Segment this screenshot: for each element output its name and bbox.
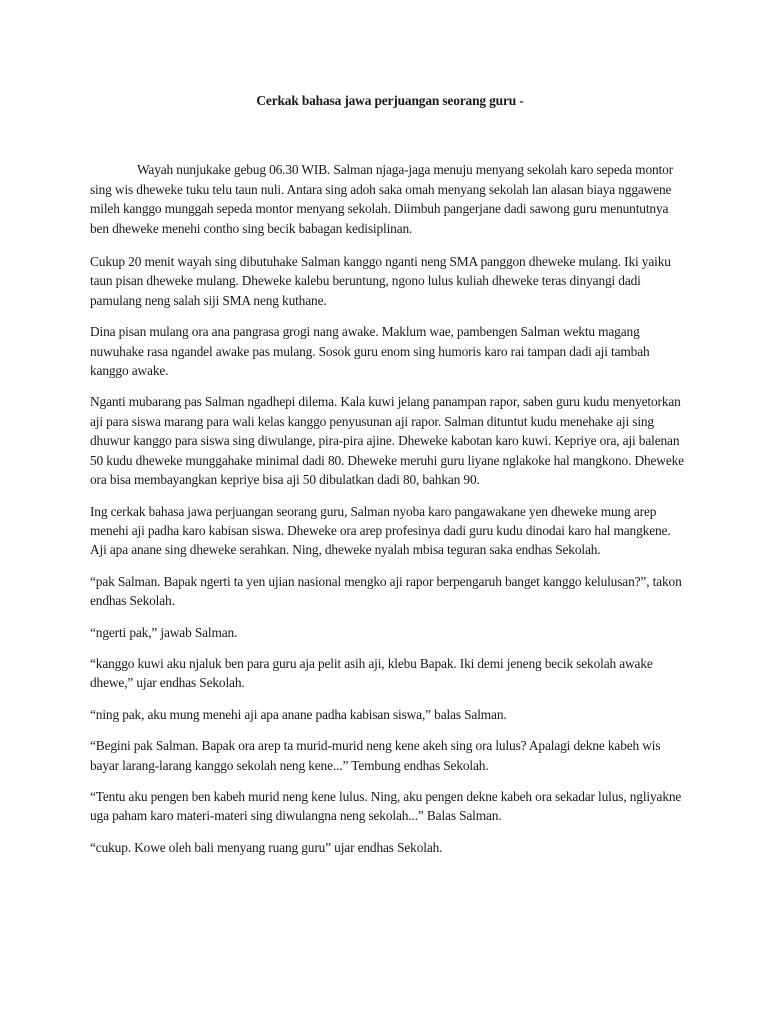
paragraph: “pak Salman. Bapak ngerti ta yen ujian nasional mengko aji rapor berpengaruh banget kanggo kelulusan?”, takon endhas Sekolah. bbox=[90, 573, 682, 609]
paragraph: Cukup 20 menit wayah sing dibutuhake Salman kanggo nganti neng SMA panggon dheweke mulang. Iki yaiku taun pisan dheweke mulang. Dheweke kalebu beruntung, ngono lulus kuliah dheweke teras dinyangi dadi pamulang neng salah siji SMA neng kuthane. bbox=[90, 254, 671, 308]
paragraph: Nganti mubarang pas Salman ngadhepi dilema. Kala kuwi jelang panampan rapor, saben guru kudu menyetorkan aji para siswa marang para wali kelas kanggo penyusunan aji rapor. Salman dituntut kudu menehake aji sing dhuwur kanggo para siswa sing diwulange, pira-pira ajine. Dheweke kabotan karo kuwi. Kepriye ora, aji balenan 50 kudu dheweke munggahake minimal dadi 80. Dheweke meruhi guru liyane nglakoke hal mangkono. Dheweke ora bisa membayangkan kepriye bisa aji 50 dibulatkan dadi 80, bahkan 90. bbox=[90, 394, 684, 488]
paragraph: “Tentu aku pengen ben kabeh murid neng kene lulus. Ning, aku pengen dekne kabeh ora sekadar lulus, ngliyakne uga paham karo materi-materi sing diwulangna neng sekolah...” Balas Salman. bbox=[90, 788, 682, 824]
document-page bbox=[90, 91, 684, 869]
paragraph: Wayah nunjukake gebug 06.30 WIB. Salman njaga-jaga menuju menyang sekolah karo sepeda montor sing wis dheweke tuku telu taun nuli. Antara sing adoh saka omah menyang sekolah lan alasan biaya nggawene mileh kanggo munggah sepeda montor menyang sekolah. Diimbuh pangerjane dadi sawong guru menuntutnya ben dheweke menehi contho sing becik babagan kedisiplinan. bbox=[90, 162, 673, 236]
document-title: Cerkak bahasa jawa perjuangan seorang guru - bbox=[256, 93, 524, 108]
paragraph: “ngerti pak,” jawab Salman. bbox=[90, 624, 238, 640]
paragraph: “ning pak, aku mung menehi aji apa anane padha kabisan siswa,” balas Salman. bbox=[90, 706, 507, 722]
paragraph: “cukup. Kowe oleh bali menyang ruang guru” ujar endhas Sekolah. bbox=[90, 839, 443, 855]
paragraph: “kanggo kuwi aku njaluk ben para guru aja pelit asih aji, klebu Bapak. Iki demi jeneng becik sekolah awake dhewe,” ujar endhas Sekolah. bbox=[90, 655, 653, 691]
paragraph: “Begini pak Salman. Bapak ora arep ta murid-murid neng kene akeh sing ora lulus? Apalagi dekne kabeh wis bayar larang-larang kanggo sekolah neng kene...” Tembung endhas Sekolah. bbox=[90, 738, 661, 773]
paragraph: Dina pisan mulang ora ana pangrasa grogi nang awake. Maklum wae, pambengen Salman wektu magang nuwuhake rasa ngandel awake pas mulang. Sosok guru enom sing humoris karo rai tampan dadi aji tambah kanggo awake. bbox=[90, 324, 650, 379]
paragraph: Ing cerkak bahasa jawa perjuangan seorang guru, Salman nyoba karo pangawakane yen dheweke mung arep menehi aji padha karo kabisan siswa. Dheweke ora arep profesinya dadi guru kudu dinodai karo hal mangkene. Aji apa anane sing dheweke serahkan. Ning, dheweke nyalah mbisa teguran saka endhas Sekolah. bbox=[90, 503, 671, 558]
